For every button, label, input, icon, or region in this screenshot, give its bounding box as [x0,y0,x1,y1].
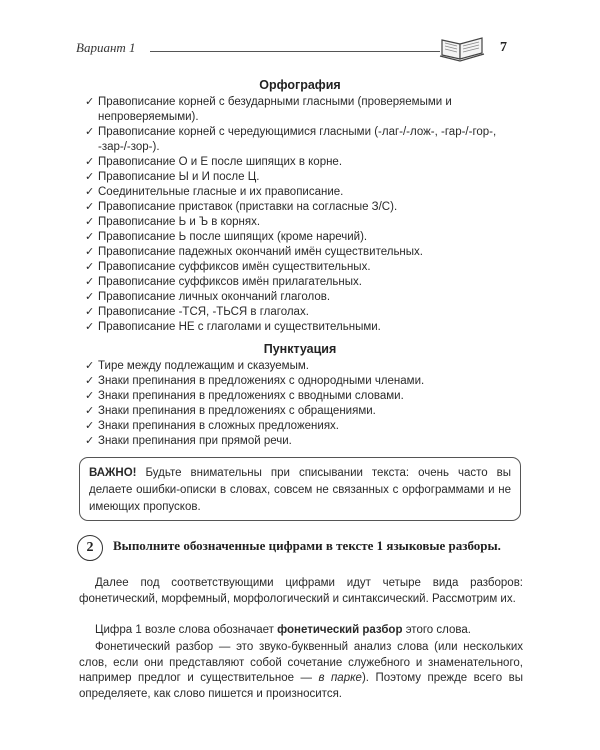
important-text: Будьте внимательны при списывании текста: очень часто вы делаете ошибки-описки в словах, совсем не связанных с орфограммами и не имеющих пропусков. [89,467,511,513]
punctuation-title: Пунктуация [263,342,337,356]
check-icon: ✓ [85,216,95,228]
check-icon: ✓ [85,291,95,303]
list-item: ✓ Правописание НЕ с глаголами и существительными. [85,321,381,333]
list-item: ✓ Правописание -ТСЯ, -ТЬСЯ в глаголах. [85,306,309,318]
check-icon: ✓ [85,276,95,288]
task-title: Выполните обозначенные цифрами в тексте 1 языковые разборы. [113,538,501,553]
check-icon: ✓ [85,186,95,198]
list-item: ✓ Правописание суффиксов имён прилагательных. [85,276,362,288]
list-item: ✓ Правописание Ь после шипящих (кроме наречий). [85,231,368,243]
check-icon: ✓ [85,96,95,108]
list-item: ✓ Соединительные гласные и их правописание. [85,186,344,198]
variant-label: Вариант 1 [76,40,136,55]
list-item: ✓ Правописание приставок (приставки на согласные З/С). [85,201,398,213]
open-book-icon [438,32,486,62]
task-number: 2 [77,535,103,561]
check-icon: ✓ [85,171,95,183]
list-item: ✓ Правописание Ы и И после Ц. [85,171,260,183]
important-label: ВАЖНО! [89,467,137,479]
check-icon: ✓ [85,435,95,447]
list-item: ✓ Правописание Ь и Ъ в корнях. [85,216,261,228]
list-item: ✓ Знаки препинания в предложениях с обращениями. [85,405,376,417]
list-item: ✓ Знаки препинания в предложениях с однородными членами. [85,375,425,387]
list-item: ✓ Правописание корней с безударными гласными (проверяемыми и непроверяемыми). [85,96,452,123]
check-icon: ✓ [85,390,95,402]
orthography-title: Орфография [259,78,341,92]
check-icon: ✓ [85,420,95,432]
page-number: 7 [500,40,507,55]
check-icon: ✓ [85,201,95,213]
list-item: ✓ Знаки препинания в сложных предложениях. [85,420,339,432]
list-item: ✓ Знаки препинания при прямой речи. [85,435,292,447]
list-item: ✓ Правописание корней с чередующимися гласными (-лаг-/-лож-, -гар-/-гор-, -зар-/-зор-). [85,126,497,153]
check-icon: ✓ [85,306,95,318]
list-item: ✓ Тире между подлежащим и сказуемым. [85,360,309,372]
paragraph-phonetic: Цифра 1 возле слова обозначает фонетический разбор этого слова. [95,624,471,636]
check-icon: ✓ [85,126,95,138]
list-item: ✓ Правописание суффиксов имён существительных. [85,261,371,273]
orthography-list [85,95,525,335]
check-icon: ✓ [85,261,95,273]
header-rule [150,51,440,52]
check-icon: ✓ [85,231,95,243]
check-icon: ✓ [85,246,95,258]
list-item: ✓ Знаки препинания в предложениях с вводными словами. [85,390,404,402]
check-icon: ✓ [85,156,95,168]
punctuation-list [85,359,525,449]
list-item: ✓ Правописание личных окончаний глаголов. [85,291,331,303]
check-icon: ✓ [85,405,95,417]
check-icon: ✓ [85,321,95,333]
check-icon: ✓ [85,375,95,387]
paragraph-intro: Далее под соответствующими цифрами идут четыре вида разборов: фонетический, морфемный, морфологический и синтаксический. Рассмотрим их. [79,577,523,605]
list-item: ✓ Правописание падежных окончаний имён существительных. [85,246,423,258]
important-note-box [79,457,521,521]
check-icon: ✓ [85,360,95,372]
paragraph-phonetic-definition: Фонетический разбор — это звуко-буквенный анализ слова (или нескольких слов, если они представляют собой сочетание служебного и знаменательного, например предлог и существительное — в парке). Поэтому прежде всего вы определяете, как слово пишется и произносится. [79,641,523,700]
list-item: ✓ Правописание О и Е после шипящих в корне. [85,156,343,168]
